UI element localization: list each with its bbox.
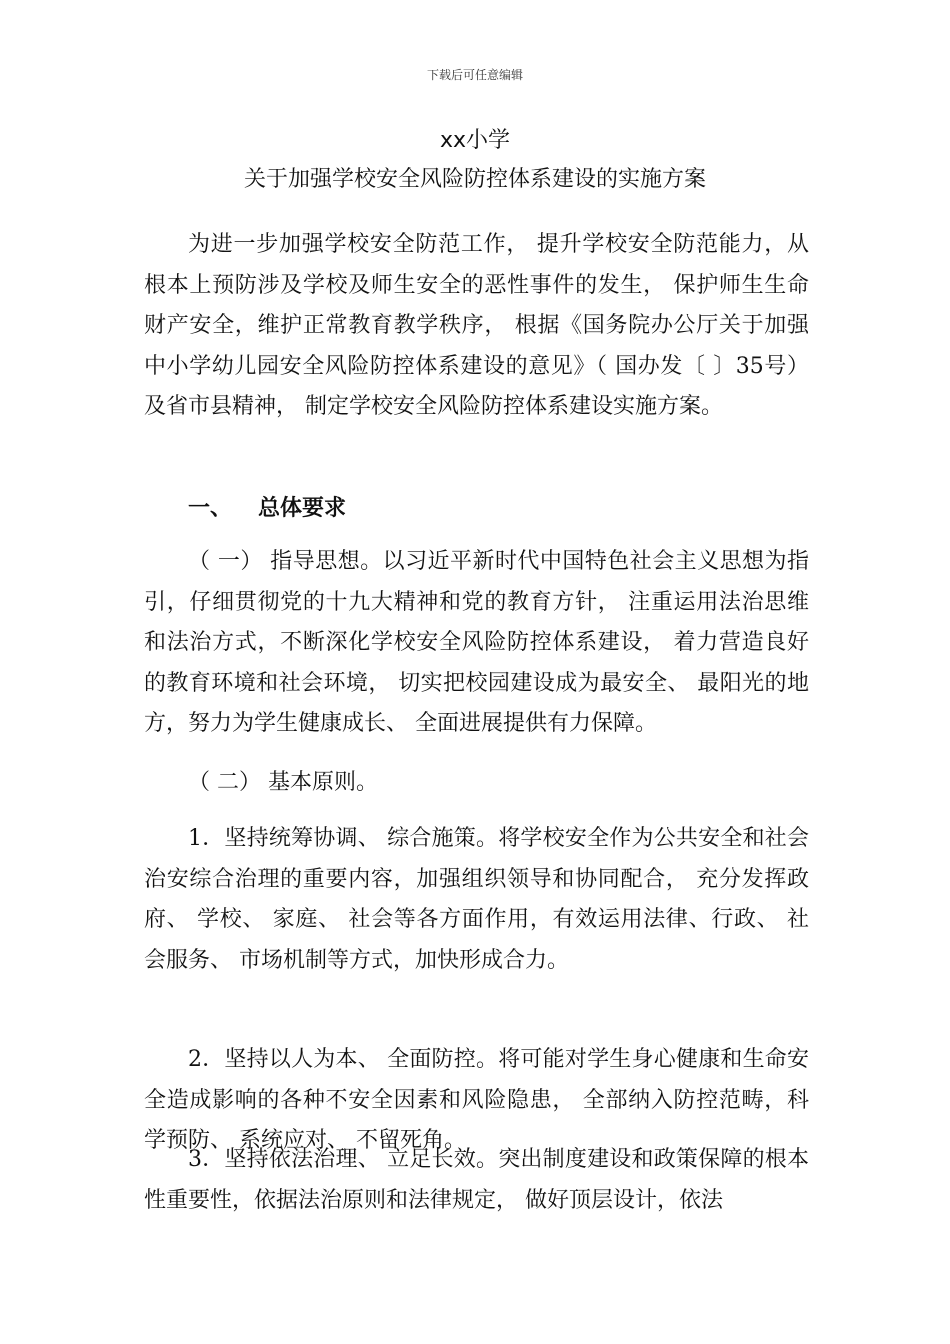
header-note: 下载后可任意编辑: [426, 68, 523, 82]
section-title: 总体要求: [258, 496, 347, 521]
principles-heading: （ 二） 基本原则。: [188, 770, 378, 795]
principle-2-paragraph: 2．坚持以人为本、 全面防控。将可能对学生身心健康和生命安全造成影响的各种不安全因素和风险隐患， 全部纳入防控范畴，科学预防、 系统应对、 不留死角。: [144, 1047, 809, 1154]
principle-3-paragraph: 3．坚持依法治理、 立足长效。突出制度建设和政策保障的根本性重要性，依据法治原则和法律规定， 做好顶层设计，依法: [144, 1147, 809, 1213]
intro-paragraph: 为进一步加强学校安全防范工作， 提升学校安全防范能力，从根本上预防涉及学校及师生安全的恶性事件的发生， 保护师生生命财产安全，维护正常教育教学秩序， 根据《国务院办公厅关于加强中小学幼儿园安全风险防控体系建设的意见》（ 国办发〔 〕35号）及省市县精神， 制定学校安全风险防控体系建设实施方案。: [144, 232, 809, 420]
section-heading-overall-requirements: [188, 491, 346, 522]
section-number: 一、: [188, 496, 233, 521]
document-title-main: 关于加强学校安全风险防控体系建设的实施方案: [243, 167, 706, 192]
principle-1-paragraph: 1．坚持统筹协调、 综合施策。将学校安全作为公共安全和社会治安综合治理的重要内容，加强组织领导和协同配合， 充分发挥政府、 学校、 家庭、 社会等各方面作用，有效运用法律、行政、 社会服务、 市场机制等方式，加快形成合力。: [144, 826, 809, 973]
document-title-school: xx小学: [439, 128, 511, 153]
guiding-thought-paragraph: （ 一） 指导思想。以习近平新时代中国特色社会主义思想为指引，仔细贯彻党的十九大精神和党的教育方针， 注重运用法治思维和法治方式，不断深化学校安全风险防控体系建设， 着力营造良好的教育环境和社会环境， 切实把校园建设成为最安全、 最阳光的地方，努力为学生健康成长、 全面进展提供有力保障。: [144, 549, 809, 737]
